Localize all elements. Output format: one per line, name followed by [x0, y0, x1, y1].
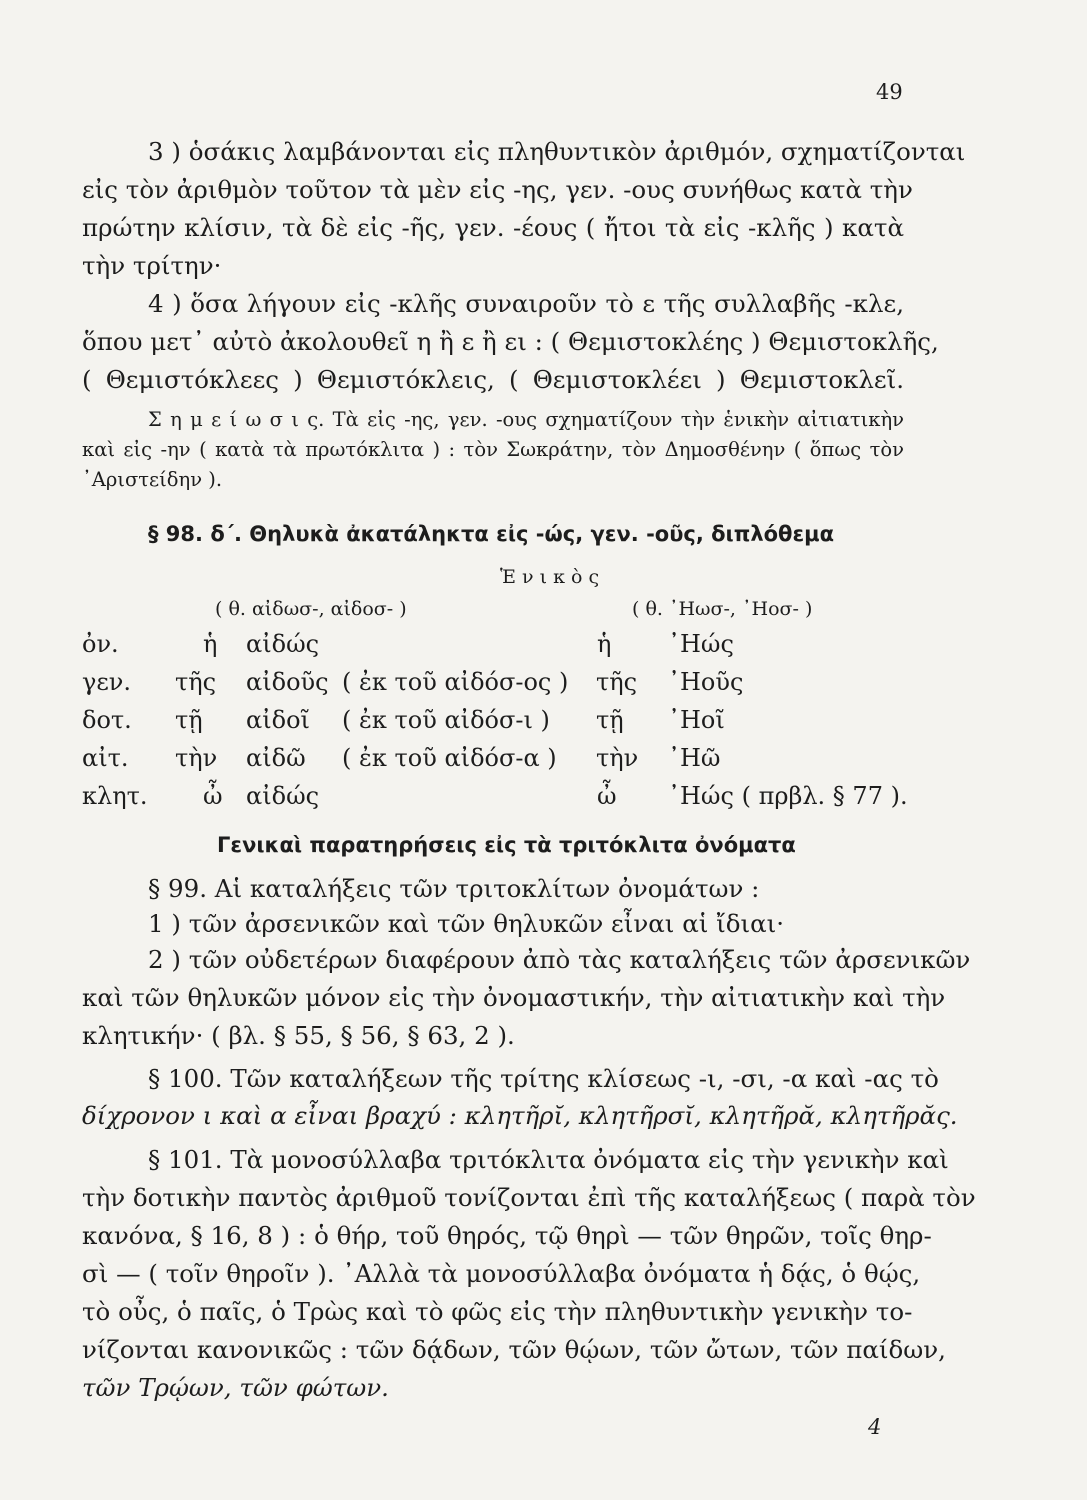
general-heading: Γενικαὶ παρατηρήσεις εἰς τὰ τριτόκλιτα ὀνόματα [217, 833, 796, 857]
text-line: 1 ) τῶν ἀρσενικῶν καὶ τῶν θηλυκῶν εἶναι αἱ ἴδιαι· [148, 909, 785, 938]
form: ᾽Ηώς [668, 630, 734, 658]
text-line: § 100. Τῶν καταλήξεων τῆς τρίτης κλίσεως -ι, -σι, -α καὶ -ας τὸ [148, 1064, 939, 1093]
text-line: τῶν Τρῴων, τῶν φώτων. [82, 1373, 389, 1402]
text-line: ὅπου μετ᾽ αὐτὸ ἀκολουθεῖ η ἢ ε ἢ ει : ( Θεμιστοκλέης ) Θεμιστοκλῆς, [82, 327, 939, 356]
form: ᾽Ηώς ( πρβλ. § 77 ). [668, 782, 908, 810]
text-line: τὴν τρίτην· [82, 251, 222, 280]
case-label: ὀν. [82, 630, 119, 658]
case-label: αἰτ. [82, 744, 129, 772]
form: ᾽Ηοῦς [668, 668, 744, 696]
note-line: καὶ εἰς -ην ( κατὰ τὰ πρωτόκλιτα ) : τὸν Σωκράτην, τὸν Δημοσθένην ( ὅπως τὸν [82, 438, 904, 461]
text-line: ( Θεμιστόκλεες ) Θεμιστόκλεις, ( Θεμιστοκλέει ) Θεμιστοκλεῖ. [82, 365, 904, 394]
article: τὴν [596, 744, 639, 772]
article: τῇ [175, 706, 203, 734]
text-line: δίχρονον ι καὶ α εἶναι βραχύ : κλητῆρῐ, κλητῆρσῐ, κλητῆρᾰ, κλητῆρᾰς. [82, 1101, 958, 1130]
stem-label-1: ( θ. αἰδωσ-, αἰδοσ- ) [215, 598, 407, 620]
number-label: Ἑ ν ι κ ὸ ς [500, 566, 600, 588]
article: τῇ [596, 706, 624, 734]
case-label: κλητ. [82, 782, 148, 810]
form: ᾽Ηοῖ [668, 706, 725, 734]
stem-label-2: ( θ. ᾽Ηωσ-, ᾽Ηοσ- ) [632, 598, 813, 620]
text-line: κλητικήν· ( βλ. § 55, § 56, § 63, 2 ). [82, 1021, 515, 1050]
text-line: νίζονται κανονικῶς : τῶν δᾴδων, τῶν θῴων, τῶν ὤτων, τῶν παίδων, [82, 1335, 946, 1364]
text-line: § 101. Τὰ μονοσύλλαβα τριτόκλιτα ὀνόματα εἰς τὴν γενικὴν καὶ [148, 1145, 949, 1174]
text-line: σὶ — ( τοῖν θηροῖν ). ᾽Αλλὰ τὰ μονοσύλλαβα ὀνόματα ἡ δᾴς, ὁ θῴς, [82, 1259, 921, 1288]
origin: ( ἐκ τοῦ αἰδόσ-α ) [342, 744, 557, 772]
article: ἡ [203, 630, 218, 658]
form: αἰδῶ [246, 744, 306, 772]
form: αἰδώς [246, 630, 320, 658]
note-line: ᾽Αριστείδην ). [82, 468, 223, 491]
origin: ( ἐκ τοῦ αἰδόσ-ος ) [342, 668, 569, 696]
origin: ( ἐκ τοῦ αἰδόσ-ι ) [342, 706, 550, 734]
article: τῆς [175, 668, 217, 696]
text-line: τὸ οὖς, ὁ παῖς, ὁ Τρὼς καὶ τὸ φῶς εἰς τὴν πληθυντικὴν γενικὴν το- [82, 1297, 913, 1326]
form: αἰδοῖ [246, 706, 310, 734]
text-line: τὴν δοτικὴν παντὸς ἀριθμοῦ τονίζονται ἐπὶ τῆς καταλήξεως ( παρὰ τὸν [82, 1183, 976, 1212]
article: τὴν [175, 744, 218, 772]
text-line: κανόνα, § 16, 8 ) : ὁ θήρ, τοῦ θηρός, τῷ θηρὶ — τῶν θηρῶν, τοῖς θηρ- [82, 1221, 932, 1250]
text-line: πρώτην κλίσιν, τὰ δὲ εἰς -ῆς, γεν. -έους ( ἤτοι τὰ εἰς -κλῆς ) κατὰ [82, 213, 904, 242]
case-label: γεν. [82, 668, 131, 696]
article: ὦ [203, 782, 223, 810]
signature-mark: 4 [868, 1415, 882, 1439]
page-number: 49 [876, 80, 903, 104]
case-label: δοτ. [82, 706, 132, 734]
text-line: 3 ) ὁσάκις λαμβάνονται εἰς πληθυντικὸν ἀριθμόν, σχηματίζονται [148, 137, 966, 166]
form: ᾽Ηῶ [668, 744, 721, 772]
form: αἰδοῦς [246, 668, 329, 696]
text-line: § 99. Αἱ καταλήξεις τῶν τριτοκλίτων ὀνομάτων : [148, 874, 760, 903]
text-line: καὶ τῶν θηλυκῶν μόνον εἰς τὴν ὀνομαστικήν, τὴν αἰτιατικὴν καὶ τὴν [82, 983, 946, 1012]
article: ἡ [597, 630, 612, 658]
form: αἰδώς [246, 782, 320, 810]
article: τῆς [596, 668, 638, 696]
text-line: εἰς τὸν ἀριθμὸν τοῦτον τὰ μὲν εἰς -ης, γεν. -ους συνήθως κατὰ τὴν [82, 175, 913, 204]
article: ὦ [597, 782, 617, 810]
note-line: Σ η μ ε ί ω σ ι ς. Τὰ εἰς -ης, γεν. -ους σχηματίζουν τὴν ἑνικὴν αἰτιατικὴν [148, 408, 904, 431]
section-98-heading: § 98. δ΄. Θηλυκὰ ἀκατάληκτα εἰς -ώς, γεν. -οῦς, διπλόθεμα [148, 522, 835, 546]
text-line: 4 ) ὅσα λήγουν εἰς -κλῆς συναιροῦν τὸ ε τῆς συλλαβῆς -κλε, [148, 289, 904, 318]
text-line: 2 ) τῶν οὐδετέρων διαφέρουν ἀπὸ τὰς καταλήξεις τῶν ἀρσενικῶν [148, 945, 971, 974]
